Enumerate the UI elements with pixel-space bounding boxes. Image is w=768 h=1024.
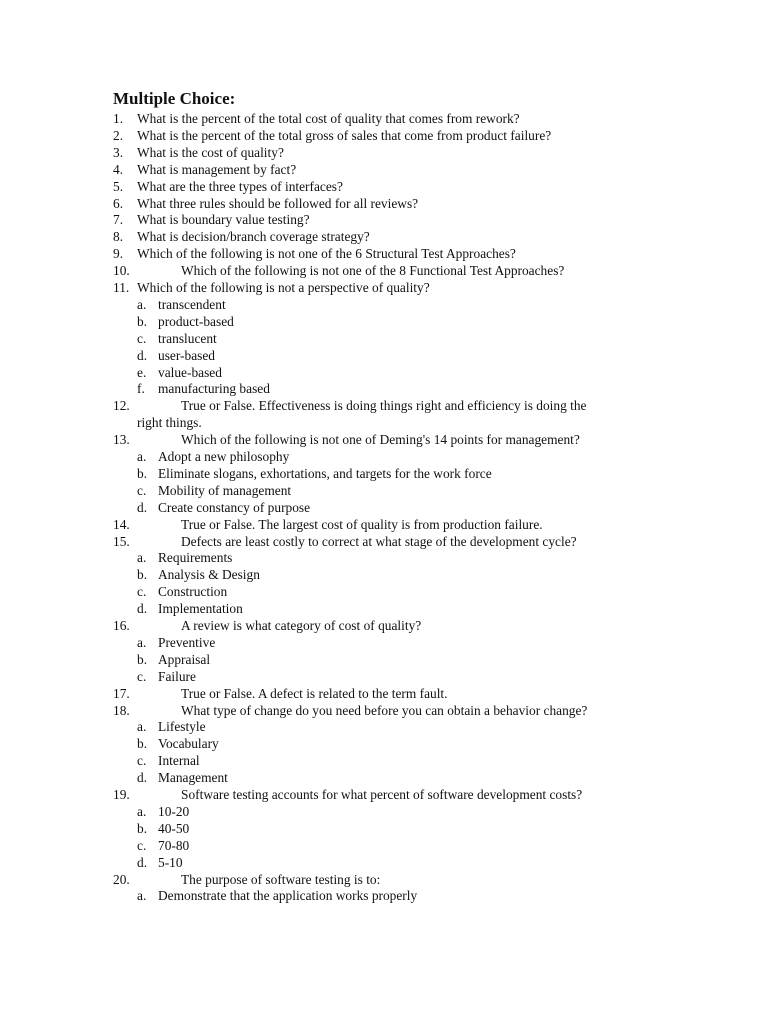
question-text: What is the percent of the total cost of quality that comes from rework? <box>137 111 520 126</box>
question-number: 18. <box>113 702 130 718</box>
option-letter: c. <box>137 584 147 600</box>
option-letter: a. <box>137 550 147 566</box>
question-number: 20. <box>113 871 130 887</box>
question-number: 14. <box>113 516 130 532</box>
question-number: 10. <box>113 263 130 279</box>
question-text: True or False. The largest cost of quality is from production failure. <box>181 516 543 532</box>
option-letter: b. <box>137 651 148 667</box>
option-letter: c. <box>137 837 147 853</box>
question-text: What type of change do you need before you can obtain a behavior change? <box>181 702 588 718</box>
option-letter: a. <box>137 719 147 735</box>
option-text: Mobility of management <box>158 482 292 498</box>
question-text: True or False. Effectiveness is doing things right and efficiency is doing the <box>181 398 587 414</box>
option-letter: a. <box>137 634 147 650</box>
option-text: 40-50 <box>158 820 190 836</box>
question-number: 3. <box>113 144 124 160</box>
option-letter: d. <box>137 854 148 870</box>
question-number: 11. <box>113 280 130 295</box>
option-text: 70-80 <box>158 837 190 853</box>
question-text: What three rules should be followed for all reviews? <box>137 195 419 211</box>
option-text: Analysis & Design <box>158 567 260 583</box>
question-text: Defects are least costly to correct at what stage of the development cycle? <box>181 533 577 549</box>
question-number: 19. <box>113 787 130 802</box>
question-number: 5. <box>113 178 124 194</box>
option-letter: c. <box>137 330 147 346</box>
option-letter: c. <box>137 753 147 769</box>
option-text: Requirements <box>158 550 233 566</box>
question-text: What is the percent of the total gross of sales that come from product failure? <box>137 127 552 143</box>
question-text: True or False. A defect is related to the term fault. <box>181 685 448 701</box>
option-text: Internal <box>158 753 200 769</box>
option-text: user-based <box>158 347 215 363</box>
option-letter: b. <box>137 465 148 481</box>
question-text: Software testing accounts for what percent of software development costs? <box>181 787 583 802</box>
option-text: Create constancy of purpose <box>158 499 311 515</box>
option-letter: a. <box>137 296 147 312</box>
option-text: Management <box>158 770 228 786</box>
option-letter: e. <box>137 364 147 380</box>
option-letter: d. <box>137 347 148 363</box>
option-text: product-based <box>158 313 234 329</box>
question-number: 15. <box>113 533 130 549</box>
option-text: Construction <box>158 584 228 600</box>
question-text: What are the three types of interfaces? <box>137 178 343 194</box>
option-letter: d. <box>137 770 148 786</box>
option-text: Adopt a new philosophy <box>158 449 290 464</box>
option-text: Preventive <box>158 634 216 650</box>
option-text: transcendent <box>158 296 226 312</box>
option-text: Vocabulary <box>158 736 219 752</box>
question-text: Which of the following is not one of Deming's 14 points for management? <box>181 432 580 448</box>
question-number: 12. <box>113 398 130 414</box>
question-text: Which of the following is not one of the 6 Structural Test Approaches? <box>137 246 516 262</box>
option-letter: a. <box>137 449 147 464</box>
option-letter: b. <box>137 313 148 329</box>
question-text: right things. <box>137 415 202 431</box>
question-number: 6. <box>113 195 124 211</box>
option-text: Lifestyle <box>158 719 206 735</box>
option-text: Failure <box>158 668 196 684</box>
question-text: What is the cost of quality? <box>137 144 284 160</box>
option-letter: d. <box>137 499 148 515</box>
question-text: What is decision/branch coverage strategy? <box>137 229 370 245</box>
option-text: 10-20 <box>158 803 190 819</box>
option-text: translucent <box>158 330 217 346</box>
question-number: 16. <box>113 618 130 633</box>
question-number: 1. <box>113 111 124 126</box>
option-text: 5-10 <box>158 854 183 870</box>
option-letter: a. <box>137 888 147 904</box>
question-text: Which of the following is not a perspective of quality? <box>137 280 430 295</box>
option-letter: b. <box>137 820 148 836</box>
option-letter: a. <box>137 803 147 819</box>
question-number: 17. <box>113 685 130 701</box>
question-number: 13. <box>113 432 130 448</box>
option-letter: c. <box>137 482 147 498</box>
option-text: Implementation <box>158 601 243 617</box>
option-text: Demonstrate that the application works properly <box>158 888 418 904</box>
option-text: Eliminate slogans, exhortations, and targets for the work force <box>158 465 492 481</box>
option-letter: c. <box>137 668 147 684</box>
option-letter: f. <box>137 381 145 397</box>
question-number: 4. <box>113 161 124 177</box>
option-letter: b. <box>137 736 148 752</box>
option-text: Appraisal <box>158 651 211 667</box>
question-text: What is management by fact? <box>137 161 297 177</box>
option-text: value-based <box>158 364 222 380</box>
question-number: 8. <box>113 229 124 245</box>
question-number: 9. <box>113 246 124 262</box>
section-heading: Multiple Choice: <box>113 89 236 108</box>
question-number: 2. <box>113 127 124 143</box>
question-text: The purpose of software testing is to: <box>181 871 381 887</box>
question-text: What is boundary value testing? <box>137 212 310 228</box>
question-number: 7. <box>113 212 124 228</box>
option-letter: d. <box>137 601 148 617</box>
option-letter: b. <box>137 567 148 583</box>
option-text: manufacturing based <box>158 381 270 397</box>
question-text: Which of the following is not one of the 8 Functional Test Approaches? <box>181 263 565 279</box>
question-text: A review is what category of cost of quality? <box>181 618 422 633</box>
